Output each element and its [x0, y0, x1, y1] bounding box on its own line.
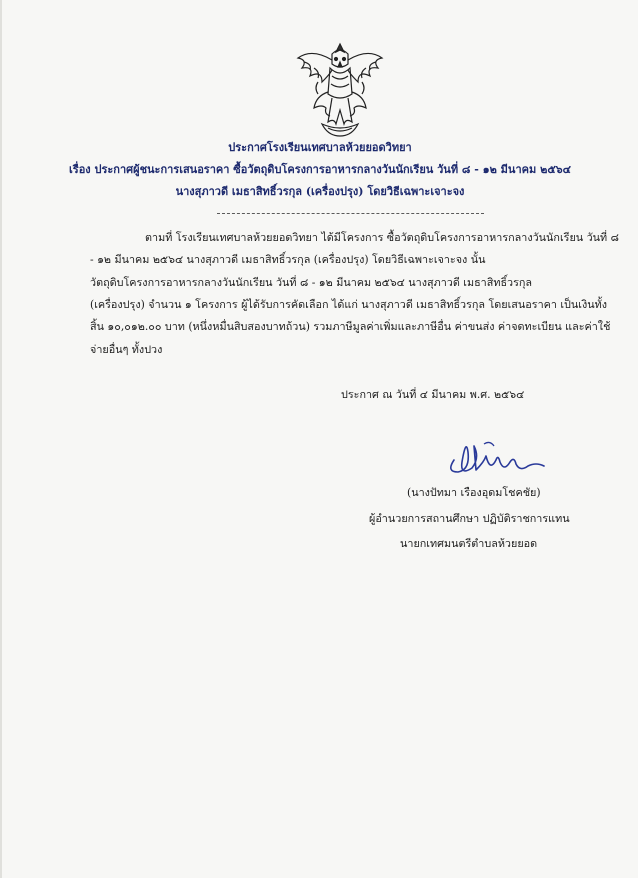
paragraph2-line1: วัตถุดิบโครงการอาหารกลางวันนักเรียน วันที่ ๘ - ๑๒ มีนาคม ๒๕๖๔ นางสุภาวดี เมธาสิทธิ์วรกุล — [90, 276, 533, 289]
paragraph2-line2: (เครื่องปรุง) จำนวน ๑ โครงการ ผู้ได้รับการคัดเลือก ได้แก่ นางสุภาวดี เมธาสิทธิ์วรกุล โดยเสนอราคา เป็นเงินทั้ง — [90, 298, 608, 311]
paragraph2-line3: สิ้น ๑๐,๐๑๒.๐๐ บาท (หนึ่งหมื่นสิบสองบาทถ้วน) รวมภาษีมูลค่าเพิ่มและภาษีอื่น ค่าขนส่ง ค่าจดทะเบียน และค่าใช้ — [90, 320, 611, 333]
signatory-name: (นางปัทมา เรืองอุดมโชคชัย) — [407, 486, 541, 499]
garuda-emblem-icon — [292, 38, 388, 140]
paragraph2-line4: จ่ายอื่นๆ ทั้งปวง — [90, 343, 163, 356]
method-line: นางสุภาวดี เมธาสิทธิ์วรกุล (เครื่องปรุง) โดยวิธีเฉพาะเจาะจง — [175, 185, 465, 198]
handwritten-signature — [440, 432, 550, 482]
agency-heading: ประกาศโรงเรียนเทศบาลห้วยยอดวิทยา — [228, 141, 412, 154]
signatory-title-2: นายกเทศมนตรีตำบลห้วยยอด — [400, 537, 538, 550]
header-divider — [217, 213, 484, 214]
paragraph1-line2: - ๑๒ มีนาคม ๒๕๖๔ นางสุภาวดี เมธาสิทธิ์วรกุล (เครื่องปรุง) โดยวิธีเฉพาะเจาะจง นั้น — [90, 253, 486, 266]
signatory-title-1: ผู้อำนวยการสถานศึกษา ปฏิบัติราชการแทน — [369, 512, 570, 525]
subject-line: เรื่อง ประกาศผู้ชนะการเสนอราคา ซื้อวัตถุดิบโครงการอาหารกลางวันนักเรียน วันที่ ๘ - ๑๒ มีนาคม ๒๕๖๔ — [69, 163, 571, 176]
announcement-date: ประกาศ ณ วันที่ ๔ มีนาคม พ.ศ. ๒๕๖๔ — [341, 388, 525, 401]
paragraph1-line1: ตามที่ โรงเรียนเทศบาลห้วยยอดวิทยา ได้มีโครงการ ซื้อวัตถุดิบโครงการอาหารกลางวันนักเรียน วันที่ ๘ — [145, 231, 619, 244]
